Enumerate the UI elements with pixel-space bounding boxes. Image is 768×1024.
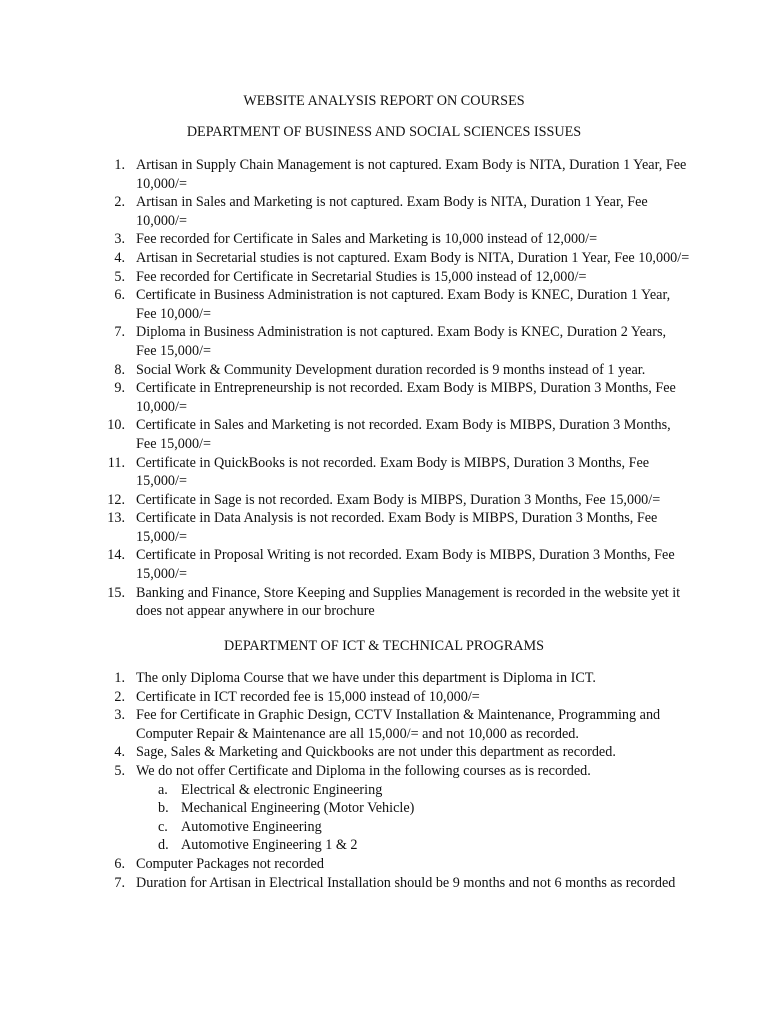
business-issues-list: [100, 156, 690, 621]
list-item-text: Social Work & Community Development duration recorded is 9 months instead of 1 year.: [136, 361, 646, 378]
list-item: 13. Certificate in Data Analysis is not recorded. Exam Body is MIBPS, Duration 3 Months, Fee 15,000/=: [107, 510, 658, 545]
sub-list-item: a. Electrical & electronic Engineering: [158, 781, 383, 798]
list-item: 14. Certificate in Proposal Writing is not recorded. Exam Body is MIBPS, Duration 3 Months, Fee 15,000/=: [107, 547, 675, 583]
list-item-text: Certificate in QuickBooks is not recorded. Exam Body is MIBPS, Duration 3 Months, Fee 15,000/=: [136, 454, 650, 490]
list-item-text: Certificate in Sage is not recorded. Exam Body is MIBPS, Duration 3 Months, Fee 15,000/=: [136, 491, 661, 508]
list-item-text: Sage, Sales & Marketing and Quickbooks are not under this department as recorded.: [136, 744, 616, 761]
list-item: 15. Banking and Finance, Store Keeping and Supplies Management is recorded in the website yet it does not appear anywhere in our brochure: [107, 584, 681, 620]
list-item: 9. Certificate in Entrepreneurship is not recorded. Exam Body is MIBPS, Duration 3 Months, Fee 10,000/=: [114, 380, 676, 415]
sub-list-item: b. Mechanical Engineering (Motor Vehicle): [158, 800, 415, 817]
list-item-text: Artisan in Sales and Marketing is not captured. Exam Body is NITA, Duration 1 Year, Fee 10,000/=: [136, 194, 648, 229]
list-item: 10. Certificate in Sales and Marketing is not recorded. Exam Body is MIBPS, Duration 3 Months, Fee 15,000/=: [107, 417, 671, 452]
sub-list-item: c. Automotive Engineering: [158, 818, 322, 835]
list-item: 12. Certificate in Sage is not recorded. Exam Body is MIBPS, Duration 3 Months, Fee 15,000/=: [107, 491, 661, 508]
list-item-text: Fee recorded for Certificate in Sales and Marketing is 10,000 instead of 12,000/=: [136, 231, 598, 248]
sub-list-item: d. Automotive Engineering 1 & 2: [158, 837, 358, 854]
list-item-text: Computer Packages not recorded: [136, 855, 324, 872]
sub-list-item-text: Automotive Engineering 1 & 2: [181, 837, 358, 854]
list-item: 11. Certificate in QuickBooks is not recorded. Exam Body is MIBPS, Duration 3 Months, Fee 15,000/=: [107, 454, 650, 490]
list-item: 5. We do not offer Certificate and Diploma in the following courses as is recorded. a. Electrical & electronic Engineering b. Mechanical Engineering (Motor Vehicle) c. Automotive Engineering d. Automotive Engineering 1 & 2: [100, 762, 690, 855]
list-item: 6. Computer Packages not recorded: [114, 855, 324, 872]
list-item-text: Diploma in Business Administration is not captured. Exam Body is KNEC, Duration 2 Years, Fee 15,000/=: [136, 324, 667, 359]
list-item-text: Banking and Finance, Store Keeping and Supplies Management is recorded in the website yet it does not appear anywhere in our brochure: [136, 584, 681, 620]
list-item-text: Duration for Artisan in Electrical Installation should be 9 months and not 6 months as recorded: [136, 874, 676, 891]
list-item-text: We do not offer Certificate and Diploma in the following courses as is recorded.: [136, 762, 591, 779]
list-item-text: Artisan in Supply Chain Management is not captured. Exam Body is NITA, Duration 1 Year, Fee 10,000/=: [136, 157, 687, 192]
list-item: 3. Fee for Certificate in Graphic Design, CCTV Installation & Maintenance, Programming and Computer Repair & Maintenance are all 15,000/= and not 10,000 as recorded.: [114, 707, 661, 742]
list-item: 7. Diploma in Business Administration is not captured. Exam Body is KNEC, Duration 2 Years, Fee 15,000/=: [114, 324, 667, 359]
list-item-text: Certificate in Proposal Writing is not recorded. Exam Body is MIBPS, Duration 3 Months, Fee 15,000/=: [136, 547, 675, 583]
list-item: 6. Certificate in Business Administration is not captured. Exam Body is KNEC, Duration 1 Year, Fee 10,000/=: [114, 287, 671, 322]
list-item-text: Certificate in ICT recorded fee is 15,000 instead of 10,000/=: [136, 688, 480, 705]
list-item-text: Certificate in Business Administration is not captured. Exam Body is KNEC, Duration 1 Year, Fee 10,000/=: [136, 287, 671, 322]
list-item: 1. Artisan in Supply Chain Management is not captured. Exam Body is NITA, Duration 1 Year, Fee 10,000/=: [114, 157, 687, 192]
list-item-text: Fee for Certificate in Graphic Design, CCTV Installation & Maintenance, Programming and Computer Repair & Maintenance are all 15,000/= and not 10,000 as recorded.: [136, 707, 661, 742]
list-item-text: The only Diploma Course that we have under this department is Diploma in ICT.: [136, 670, 596, 686]
courses-not-offered-list: [136, 781, 690, 855]
list-item: 1. The only Diploma Course that we have under this department is Diploma in ICT.: [114, 670, 596, 686]
list-item-text: Certificate in Entrepreneurship is not recorded. Exam Body is MIBPS, Duration 3 Months, Fee 10,000/=: [136, 380, 676, 415]
section-heading-business: DEPARTMENT OF BUSINESS AND SOCIAL SCIENCES ISSUES: [186, 124, 582, 140]
report-title: WEBSITE ANALYSIS REPORT ON COURSES: [243, 93, 525, 109]
sub-list-item-text: Automotive Engineering: [181, 818, 322, 835]
list-item: 7. Duration for Artisan in Electrical Installation should be 9 months and not 6 months as recorded: [114, 874, 676, 891]
sub-list-item-text: Mechanical Engineering (Motor Vehicle): [181, 800, 415, 817]
list-item: 3. Fee recorded for Certificate in Sales and Marketing is 10,000 instead of 12,000/=: [114, 231, 598, 248]
list-item-text: Fee recorded for Certificate in Secretarial Studies is 15,000 instead of 12,000/=: [136, 268, 587, 285]
list-item: 5. Fee recorded for Certificate in Secretarial Studies is 15,000 instead of 12,000/=: [114, 268, 587, 285]
list-item: 2. Artisan in Sales and Marketing is not captured. Exam Body is NITA, Duration 1 Year, Fee 10,000/=: [114, 194, 648, 229]
list-item-text: Artisan in Secretarial studies is not captured. Exam Body is NITA, Duration 1 Year, Fee 10,000/=: [136, 249, 690, 266]
list-item-text: Certificate in Sales and Marketing is not recorded. Exam Body is MIBPS, Duration 3 Months, Fee 15,000/=: [136, 417, 671, 452]
list-item: 4. Sage, Sales & Marketing and Quickbooks are not under this department as recorded.: [114, 744, 616, 761]
list-item: 2. Certificate in ICT recorded fee is 15,000 instead of 10,000/=: [114, 688, 480, 705]
section-heading-ict: DEPARTMENT OF ICT & TECHNICAL PROGRAMS: [223, 638, 545, 654]
sub-list-item-text: Electrical & electronic Engineering: [181, 781, 383, 798]
list-item-text: Certificate in Data Analysis is not recorded. Exam Body is MIBPS, Duration 3 Months, Fee 15,000/=: [136, 510, 658, 545]
list-item: 8. Social Work & Community Development duration recorded is 9 months instead of 1 year.: [114, 361, 646, 378]
list-item: 4. Artisan in Secretarial studies is not captured. Exam Body is NITA, Duration 1 Year, Fee 10,000/=: [114, 249, 690, 266]
ict-issues-list: [100, 669, 690, 892]
